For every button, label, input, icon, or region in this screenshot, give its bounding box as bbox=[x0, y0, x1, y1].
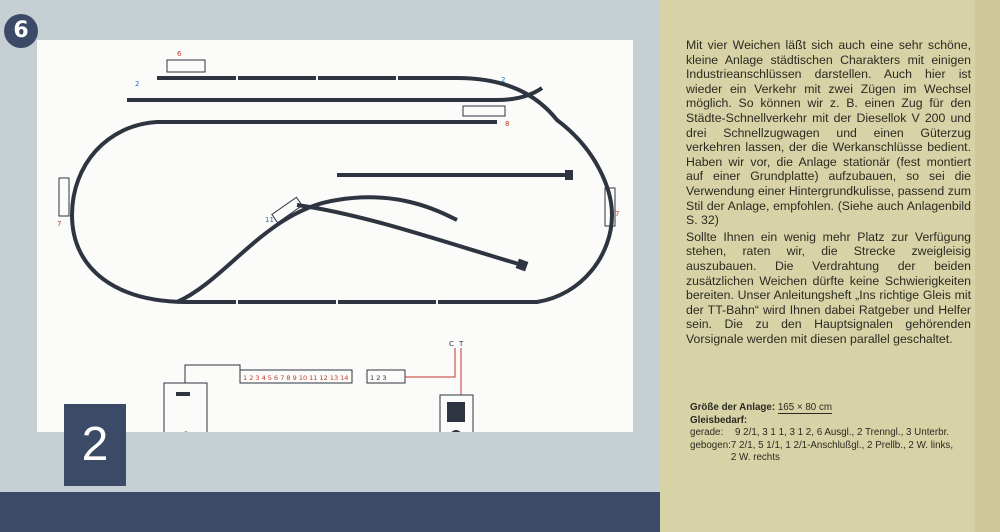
curved-row bbox=[690, 440, 960, 465]
track-label: Gleisbedarf: bbox=[690, 414, 748, 426]
svg-text:2: 2 bbox=[135, 80, 140, 88]
straight-value: 9 2/1, 3 1 1, 3 1 2, 6 Ausgl., 2 Trenngl., 3 Unterbr. bbox=[735, 427, 950, 438]
track-joints bbox=[237, 76, 437, 304]
switch-box-left bbox=[59, 178, 69, 216]
wire-signals bbox=[405, 348, 461, 395]
paragraph-1: Mit vier Weichen läßt sich auch eine sehr schöne, kleine Anlage städtischen Charakters mit einigen Industrieanschlüssen darstellen. Auch hier ist wieder ein Verkehr mit zwei Zügen im Wechsel möglich. So können wir z. B. einen Zug für den Städte-Schnellverkehr mit der Diesellok V 200 und drei Schnellzugwagen und einen Güterzug verkehren lassen, der die Werkanschlüsse bedient. Haben wir vor, die Anlage stationär (fest montiert auf einer Grundplatte) aufzubauen, so sei die Verwendung einer Hintergrundkulisse, passend zum Stil der Anlage, empfohlen. (Siehe auch Anlagenbild S. 32) bbox=[686, 38, 971, 228]
svg-text:7: 7 bbox=[615, 210, 620, 218]
svg-text:11: 11 bbox=[265, 216, 274, 224]
svg-text:7: 7 bbox=[57, 220, 62, 228]
station-track bbox=[127, 88, 542, 100]
transformer-box bbox=[164, 383, 207, 432]
page-number-badge: 6 bbox=[4, 14, 38, 48]
panel-a-numbers: 1 2 3 4 5 6 7 8 9 10 11 12 13 14 bbox=[243, 374, 349, 382]
paragraph-2: Sollte Ihnen ein wenig mehr Platz zur Verfügung stehen, raten wir, die Strecke zweigleisig auszubauen. Die Verdrahtung der beiden zusätzlichen Weichen dürfte keine Schwierigkeiten bereiten. Unser Anleitungsheft „Ins richtige Gleis mit der TT-Bahn“ wird Ihnen dabei Ratgeber und Helfer sein. Die zu den Hauptsignalen gehörenden Vorsignale werden mit diesen parallel geschaltet. bbox=[686, 229, 971, 346]
svg-text:8: 8 bbox=[505, 120, 510, 128]
signal-t-label: T bbox=[459, 340, 464, 348]
curved-label: gebogen: bbox=[690, 439, 731, 451]
svg-text:2: 2 bbox=[501, 76, 506, 84]
switch-box-right bbox=[463, 106, 505, 116]
size-row bbox=[690, 402, 960, 415]
figure-number: 2 bbox=[64, 404, 126, 486]
curved-value: 7 2/1, 5 1/1, 1 2/1-Anschlußgl., 2 Prellb., 2 W. links, 2 W. rechts bbox=[730, 439, 954, 463]
straight-label: gerade: bbox=[690, 427, 724, 438]
panel-b-numbers: 1 2 3 bbox=[370, 374, 387, 382]
oval-track bbox=[72, 78, 612, 302]
wire-transformer bbox=[185, 365, 240, 383]
track-plan-diagram bbox=[37, 40, 633, 432]
svg-text:6: 6 bbox=[177, 50, 182, 58]
signal-box-top bbox=[167, 60, 205, 72]
body-text bbox=[686, 38, 971, 348]
straight-row bbox=[690, 427, 960, 440]
size-value: 165 × 80 cm bbox=[777, 402, 833, 413]
track-plan-svg bbox=[37, 40, 633, 432]
buffer-stop-right bbox=[565, 170, 573, 180]
bottom-band bbox=[0, 492, 660, 532]
page-fold-edge bbox=[975, 0, 1000, 532]
size-label: Größe der Anlage: bbox=[690, 402, 776, 413]
signal-c-label: C bbox=[449, 340, 454, 348]
diagonal-siding bbox=[297, 205, 522, 265]
buffer-stop-lower bbox=[516, 259, 529, 272]
s-curve-branch bbox=[177, 197, 457, 302]
layout-specs bbox=[690, 402, 960, 465]
